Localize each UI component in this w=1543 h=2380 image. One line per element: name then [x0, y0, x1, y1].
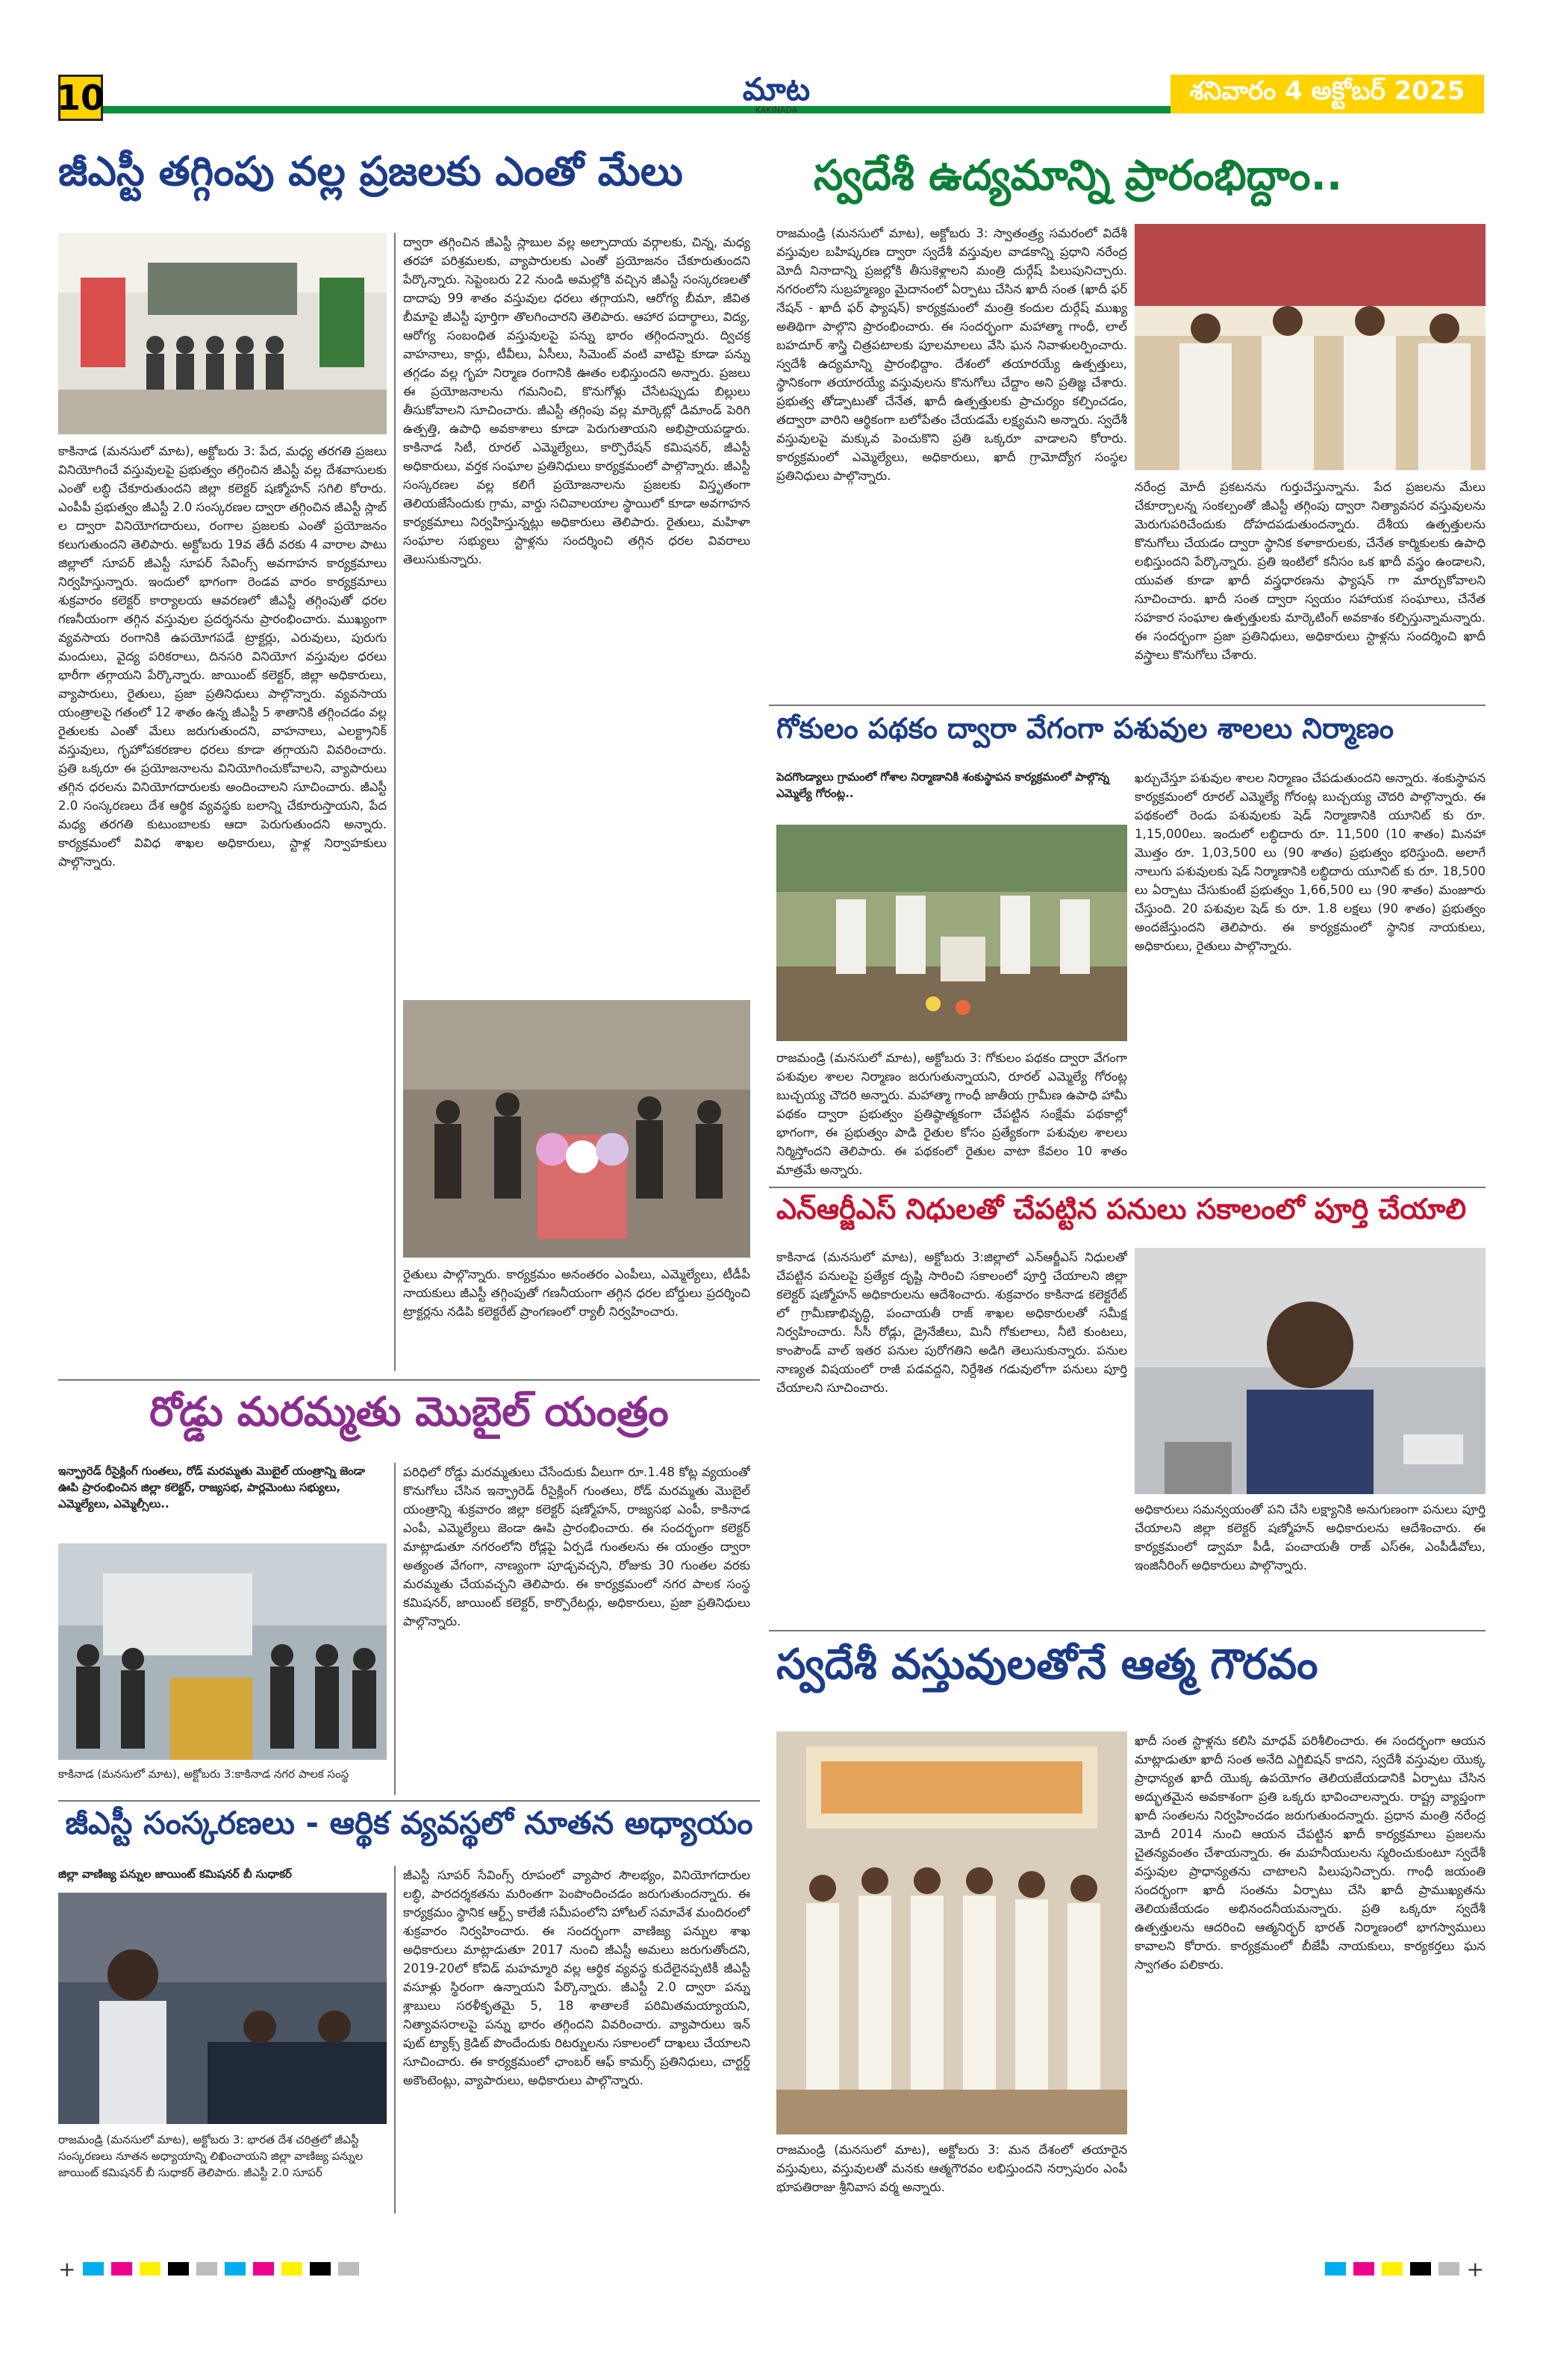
section-divider: [769, 1187, 1486, 1188]
road-repair-photo-caption: కాకినాడ (మనసులో మాట), అక్టోబరు 3:కాకినాడ నగర పాలక సంస్థ: [58, 1767, 349, 1781]
gst-event-photo-art: [58, 233, 387, 434]
color-swatch-icon: [1410, 2262, 1431, 2276]
gst-reforms-photo-art: [58, 1893, 387, 2124]
swadeshi-movement-body-col2: నరేంద్ర మోదీ ప్రకటనను గుర్తుచేస్తున్నాను. పేద ప్రజలను మేలు చేకూర్చాలన్న సంకల్పంతో జీఎస్టీ తగ్గింపు ద్వారా నిత్యావసర వస్తువులను మెరుగుపరిచేందుకు దోహదపడుతుందన్నారు. దేశీయ ఉత్పత్తులను కొనుగోలు చేయడం ద్వారా స్థానిక కళాకారులకు, చేనేత కార్మికులకు ఉపాధి లభిస్తుందని పేర్కొన్నారు. ప్రతి ఇంటిలో కనీసం ఒక ఖాదీ వస్త్రం ఉండాలని, యువత కూడా ఖాదీ వస్త్రధారణను ఫ్యాషన్ గా మార్చుకోవాలని సూచించారు. ఖాదీ సంత ద్వారా స్వయం సహాయక సంఘాలు, చేనేత సహకార సంఘాల ఉత్పత్తులకు మార్కెటింగ్ అవకాశం కల్పిస్తున్నామన్నారు. ఈ సందర్భంగా ప్రజా ప్రతినిధులు, అధికారులు స్టాళ్లను సందర్శించి ఖాదీ వస్త్రాలు కొనుగోలు చేశారు.: [1135, 480, 1486, 662]
gokulam-photo-caption: పెదగొండ్యాలు గ్రామంలో గోశాల నిర్మాణానికి శంకుస్థాపన కార్యక్రమంలో పాల్గొన్న ఎమ్మెల్యే గోరంట్ల..: [776, 770, 1109, 800]
color-swatch-icon: [140, 2262, 160, 2276]
gst-benefit-body: కాకినాడ (మనసులో మాట), అక్టోబరు 3: పేద, మధ్య తరగతి ప్రజలు వినియోగించే వస్తువులపై ప్రభుత్వం తగ్గించిన జీఎస్టీ వల్ల దేశవాసులకు ఎంతో లబ్ధి చేకూరుతుందని జిల్లా కలెక్టర్ షణ్మోహన్ సగిలి కోరారు. ఎంపీపీ ప్రభుత్వం జీఎస్టీ 2.0 సంస్కరణల ద్వారా తగ్గించిన జీఎస్టీ స్లాబ్ ల ద్వారా వినియోగదారులు, రంగాల ప్రజలకు ఎంతో ప్రయోజనం కలుగుతుందని తెలిపారు. అక్టోబరు 19వ తేదీ వరకు 4 వారాల పాటు జిల్లాలో సూపర్ జీఎస్టీ సూపర్ సేవింగ్స్ అవగాహన కార్యక్రమాలు నిర్వహిస్తున్నారు. ఇందులో భాగంగా రెండవ వారం కార్యక్రమాలు శుక్రవారం కలెక్టర్ కార్యాలయ ఆవరణలో జీఎస్టీ తగ్గింపుతో ధరల గణనీయంగా తగ్గిన వస్తువుల ప్రదర్శనను ప్రారంభించారు. ముఖ్యంగా వ్యవసాయ రంగానికి ఉపయోగపడే ట్రాక్టర్లు, ఎరువులు, పురుగు మందులు, వైద్య పరికరాలు, దినసరి వినియోగ వస్తువుల ధరలు భారీగా తగ్గాయని పేర్కొన్నారు. జాయింట్ కలెక్టర్, జిల్లా అధికారులు, వ్యాపారులు, రైతులు, ప్రజా ప్రతినిధులు పాల్గొన్నారు. వ్యవసాయ యంత్రాలపై గతంలో 12 శాతం ఉన్న జీఎస్టీ 5 శాతానికి తగ్గించడం వల్ల రైతులకు ఎంతో మేలు జరుగుతుందని, వాహనాలు, ఎలక్ట్రానిక్ వస్తువులు, గృహోపకరణాల ధరలు కూడా తగ్గాయని వివరించారు. ప్రతి ఒక్కరూ ఈ ప్రయోజనాలను వినియోగించుకోవాలని, వ్యాపారులు తగ్గిన ధరలను వినియోగదారులకు అందించాలని సూచించారు. జీఎస్టీ 2.0 సంస్కరణలు దేశ ఆర్థిక వ్యవస్థకు బలాన్ని చేకూరుస్తాయని, పేద మధ్య తరగతి కుటుంబాలకు ఆదా పెరుగుతుందని అన్నారు. కార్యక్రమంలో వివిధ శాఖల అధికారులు, స్టాళ్ల నిర్వాహకులు పాల్గొన్నారు.: [58, 444, 387, 869]
color-swatch-icon: [253, 2262, 274, 2276]
collector-photo: [1135, 1248, 1486, 1494]
swadeshi-pride-body: ఖాదీ సంత స్టాళ్లను కలిసి మాధవ్ పరిశీలించారు. ఈ సందర్భంగా ఆయన మాట్లాడుతూ ఖాదీ సంత అనేది ఎగ్జిబిషన్ కాదని, స్వదేశీ వస్తువుల యొక్క ప్రాధాన్యత ఖాదీ యొక్క ఉపయోగం తెలియజేయడానికి ఏర్పాటు చేసిన అద్భుతమైన అవకాశంగా ప్రతి ఒక్కరు భావించాలన్నారు. రాష్ట్ర వ్యాప్తంగా ఖాదీ సంతలను నిర్వహించడం జరుగుతుందన్నారు. ప్రధాన మంత్రి నరేంద్ర మోదీ 2014 నుంచి ఆయన చేపట్టిన ఖాదీ కార్యక్రమాలు ప్రజలను చైతన్యవంతం చేశాయన్నారు. ఈ మహనీయులను స్మరించుకుంటూ స్వదేశీ వస్తువుల ప్రాధాన్యతను చాటాలని పిలుపునిచ్చారు. గాంధీ జయంతి సందర్భంగా ఖాదీ సంతను ఏర్పాటు చేసి ఖాదీ ప్రాముఖ్యతను తెలియజేయడం అభినందనీయమన్నారు. ప్రతి ఒక్కరూ స్వదేశీ ఉత్పత్తులను ఆదరించి ఆత్మనిర్భర్ భారత్ నిర్మాణంలో భాగస్వాములు కావాలని కోరారు. కార్యక్రమంలో బీజేపీ నాయకులు, కార్యకర్తలు ఘన స్వాగతం పలికారు.: [1135, 1734, 1486, 1972]
section-divider: [769, 705, 1486, 706]
crosshair-icon: +: [58, 2256, 76, 2281]
nregs-headline: ఎన్ఆర్జీఎస్ నిధులతో చేపట్టిన పనులు సకాలంలో పూర్తి చేయాలి: [776, 1194, 1467, 1225]
gokulam-body-col2: ఖర్చుచేస్తూ పశువుల శాలల నిర్మాణం చేపడుతుందని అన్నారు. శంకుస్థాపన కార్యక్రమంలో రూరల్ ఎమ్మెల్యే గోరంట్ల బుచ్చయ్య చౌదరి పాల్గొన్నారు. ఈ పథకంలో రెండు పశువులకు షెడ్ నిర్మాణానికి యూనిట్ కు రూ. 1,15,000లు. ఇందులో లబ్ధిదారు రూ. 11,500 (10 శాతం) మినహా మొత్తం రూ. 1,03,500 లు (90 శాతం) ప్రభుత్వం భరిస్తుంది. అలాగే నాలుగు పశువులకు షెడ్ నిర్మాణానికి లబ్ధిదారు యూనిట్ కు రూ. 18,500 లు ఏర్పాటు చేసుకుంటే ప్రభుత్వం 1,66,500 లు (90 శాతం) మంజూరు చేస్తుంది. 20 పశువుల షెడ్ కు రూ. 1.8 లక్షలు (90 శాతం) ప్రభుత్వం అందజేస్తుందని తెలిపారు. ఈ కార్యక్రమంలో స్థానిక నాయకులు, అధికారులు, రైతులు పాల్గొన్నారు.: [1135, 771, 1486, 953]
gokulam-foundation-photo: [776, 825, 1127, 1041]
khadi-santha-photo-art: [776, 1731, 1127, 2134]
swadeshi-movement-body: రాజమండ్రి (మనసులో మాట), అక్టోబరు 3: స్వాతంత్ర్య సమరంలో విదేశీ వస్తువుల బహిష్కరణ ద్వారా స్వదేశీ వస్తువుల వాడకాన్ని ప్రధాని నరేంద్ర మోదీ నినాదాన్ని ప్రజల్లోకి తీసుకెళ్లాలని మంత్రి దుర్గేష్ పిలుపునిచ్చారు. నగరంలోని సుబ్రహ్మణ్యం మైదానంలో ఏర్పాటు చేసిన ఖాదీ సంత (ఖాదీ ఫర్ నేషన్ - ఖాదీ ఫర్ ఫ్యాషన్) కార్యక్రమంలో మంత్రి కందుల దుర్గేష్ ముఖ్య అతిథిగా పాల్గొని ప్రారంభించారు. ఈ సందర్భంగా మహాత్మా గాంధీ, లాల్ బహదూర్ శాస్త్రి చిత్రపటాలకు పూలమాలలు వేసి ఘన నివాళులర్పించారు. స్వదేశీ ఉద్యమాన్ని ప్రారంభిద్దాం. దేశంలో తయారయ్యే ఉత్పత్తులు, స్థానికంగా తయారయ్యే వస్తువులను కొనుగోలు చేద్దాం అని ప్రతిజ్ఞ చేశారు. ప్రభుత్వ తోడ్పాటుతో చేనేత, ఖాదీ ఉత్పత్తులకు ప్రాచుర్యం కల్పించడం, తద్వారా వారిని ఆర్థికంగా బలోపేతం చేయడమే లక్ష్యమని అన్నారు. స్వదేశీ వస్తువులపై మక్కువ పెంచుకొని ప్రతి ఒక్కరూ వాడాలని కోరారు. కార్యక్రమంలో ఎమ్మెల్యేలు, అధికారులు, ఖాదీ గ్రామోద్యోగ సంస్థల ప్రతినిధులు పాల్గొన్నారు.: [776, 226, 1127, 483]
swadeshi-pride-photo-caption: రాజమండ్రి (మనసులో మాట), అక్టోబరు 3: మన దేశంలో తయారైన వస్తువులు, వస్తువులతో మనకు ఆత్మగౌరవం లభిస్తుందని నర్సాపురం ఎంపీ భూపతిరాజు శ్రీనివాస వర్మ అన్నారు.: [776, 2143, 1127, 2194]
gokulam-foundation-photo-art: [776, 825, 1127, 1041]
nregs-body: కాకినాడ (మనసులో మాట), అక్టోబరు 3:జిల్లాలో ఎన్ఆర్జీఎస్ నిధులతో చేపట్టిన పనులపై ప్రత్యేక దృష్టి సారించి సకాలంలో పూర్తి చేయాలని జిల్లా కలెక్టర్ షణ్మోహన్ అధికారులను ఆదేశించారు. శుక్రవారం కాకినాడ కలెక్టరేట్ లో గ్రామీణాభివృద్ధి, పంచాయతీ రాజ్ శాఖల అధికారులతో సమీక్ష నిర్వహించారు. సీసీ రోడ్లు, డ్రైనేజీలు, మినీ గోకులాలు, నీటి కుంటలు, కాంపౌండ్ వాల్ ఇతర పనుల పురోగతిని అడిగి తెలుసుకున్నారు. పనుల నాణ్యత విషయంలో రాజీ పడవద్దని, నిర్దేశిత గడువులోగా పనులు పూర్తి చేయాలని సూచించారు.: [776, 1250, 1127, 1395]
color-swatch-icon: [1438, 2262, 1459, 2276]
gst-rally-photo-art: [403, 1000, 750, 1258]
road-repair-headline: రోడ్డు మరమ్మతు మొబైల్ యంత్రం: [149, 1390, 669, 1435]
nregs-photo-caption: అధికారులు సమన్వయంతో పని చేసి లక్ష్యానికి అనుగుణంగా పనులు పూర్తి చేయాలని జిల్లా కలెక్టర్ షణ్మోహన్ అధికారులను ఆదేశించారు. ఈ కార్యక్రమంలో డ్వామా పీడీ, పంచాయతీ రాజ్ ఎస్ఈ, ఎంపీడీవోలు, ఇంజినీరింగ్ అధికారులు పాల్గొన్నారు.: [1135, 1502, 1486, 1572]
khadi-santha-photo: [776, 1731, 1127, 2134]
gst-reforms-headline: జీఎస్టీ సంస్కరణలు - ఆర్థిక వ్యవస్థలో నూతన అధ్యాయం: [65, 1806, 753, 1841]
gst-event-photo: [58, 233, 387, 434]
collector-photo-art: [1135, 1248, 1486, 1494]
logo-text: మాట: [742, 70, 811, 107]
gokulam-body: రాజమండ్రి (మనసులో మాట), అక్టోబరు 3: గోకులం పథకం ద్వారా వేగంగా పశువుల శాలల నిర్మాణం జరుగుతున్నాయని, రూరల్ ఎమ్మెల్యే గోరంట్ల బుచ్చయ్య చౌదరి అన్నారు. మహాత్మా గాంధీ జాతీయ గ్రామీణ ఉపాధి హామీ పథకం ద్వారా ప్రభుత్వం ప్రతిష్ఠాత్మకంగా చేపట్టిన సంక్షేమ పథకాల్లో భాగంగా, ఈ ప్రభుత్వం పాడి రైతుల కోసం ప్రత్యేకంగా పశువుల శాలలు నిర్మిస్తోందని తెలిపారు. ఈ పథకంలో రైతుల వాటా కేవలం 10 శాతం మాత్రమే అన్నారు.: [776, 1051, 1127, 1177]
section-divider: [769, 1630, 1486, 1631]
gst-benefit-body-col3: రైతులు పాల్గొన్నారు. కార్యక్రమం అనంతరం ఎంపీలు, ఎమ్మెల్యేలు, టీడీపీ నాయకులు జీఎస్టీ తగ్గింపుతో గణనీయంగా తగ్గిన ధరల బోర్డులు ప్రదర్శించి ట్రాక్టర్లను నడిపి కలెక్టరేట్ ప్రాంగణంలో ర్యాలీ నిర్వహించారు.: [403, 1267, 750, 1319]
gst-reforms-photo: [58, 1893, 387, 2124]
issue-date: శనివారం 4 అక్టోబర్ 2025: [1171, 75, 1484, 113]
gst-reforms-body: జీఎస్టీ సూపర్ సేవింగ్స్ రూపంలో వ్యాపార సౌలభ్యం, వినియోగదారుల లబ్ధి, పారదర్శకతను మరింతగా పెంపొందించడం జరుగుతుందన్నారు. ఈ కార్యక్రమం స్థానిక ఆర్ట్స్ కాలేజీ సమీపంలోని హోటల్ సమావేశ మందిరంలో శుక్రవారం నిర్వహించారు. ఈ సందర్భంగా వాణిజ్య పన్నుల శాఖ అధికారులు మాట్లాడుతూ 2017 నుంచి జీఎస్టీ అమలు జరుగుతోందని, 2019-20లో కోవిడ్ మహమ్మారి వల్ల ఆర్థిక వ్యవస్థ కుదేలైనప్పటికీ జీఎస్టీ వసూళ్లు స్థిరంగా ఉన్నాయని పేర్కొన్నారు. జీఎస్టీ 2.0 ద్వారా పన్ను శ్లాబులు సరళీకృతమై 5, 18 శాతాలకే పరిమితమయ్యాయని, నిత్యావసరాలపై పన్ను భారం తగ్గిందని వివరించారు. వ్యాపారులు ఇన్ పుట్ ట్యాక్స్ క్రెడిట్ పొందేందుకు రిటర్నులను సకాలంలో దాఖలు చేయాలని సూచించారు. ఈ కార్యక్రమంలో ఛాంబర్ ఆఫ్ కామర్స్ ప్రతినిధులు, చార్టర్డ్ అకౌంటెంట్లు, వ్యాపారులు, అధికారులు పాల్గొన్నారు.: [403, 1868, 750, 2087]
column-divider: [394, 1866, 396, 2214]
swadeshi-movement-headline: స్వదేశీ ఉద్యమాన్ని ప్రారంభిద్దాం..: [814, 153, 1343, 200]
color-swatch-icon: [168, 2262, 189, 2276]
color-swatch-icon: [1382, 2262, 1403, 2276]
column-divider: [394, 1463, 396, 1795]
newspaper-logo: [735, 72, 817, 116]
gst-benefit-body-col2: ద్వారా తగ్గించిన జీఎస్టీ స్లాబుల వల్ల అల్పాదాయ వర్గాలకు, చిన్న, మధ్య తరహా పరిశ్రమలకు, వ్యాపారులకు ఎంతో ప్రయోజనం చేకూరుతుందని పేర్కొన్నారు. సెప్టెంబరు 22 నుండి అమల్లోకి వచ్చిన జీఎస్టీ సంస్కరణలతో దాదాపు 99 శాతం వస్తువుల ధరలు తగ్గాయని, ఆరోగ్య బీమా, జీవిత బీమాపై జీఎస్టీ పూర్తిగా తొలగించారని తెలిపారు. ఆహార పదార్థాలు, విద్య, ఆరోగ్య సంబంధిత వస్తువులపై పన్ను భారం తగ్గిందన్నారు. ద్విచక్ర వాహనాలు, కార్లు, టీవీలు, ఏసీలు, సిమెంట్ వంటి వాటిపై కూడా పన్ను తగ్గడం వల్ల గృహ నిర్మాణ రంగానికి ఊతం లభిస్తుందని అన్నారు. ప్రజలు ఈ ప్రయోజనాలను గమనించి, కొనుగోళ్లు చేసేటప్పుడు బిల్లులు తీసుకోవాలని సూచించారు. జీఎస్టీ తగ్గింపు వల్ల మార్కెట్లో డిమాండ్ పెరిగి ఉత్పత్తి, ఉపాధి అవకాశాలు కూడా పెరుగుతాయని అభిప్రాయపడ్డారు. కాకినాడ సిటీ, రూరల్ ఎమ్మెల్యేలు, కార్పొరేషన్ కమిషనర్, జీఎస్టీ అధికారులు, వర్తక సంఘాల ప్రతినిధులు కార్యక్రమంలో పాల్గొన్నారు. జీఎస్టీ సంస్కరణల వల్ల కలిగే ప్రయోజనాలను ప్రజలకు విస్తృతంగా తెలియజేసేందుకు గ్రామ, వార్డు సచివాలయాల స్థాయిలో కూడా అవగాహన కార్యక్రమాలు నిర్వహిస్తున్నట్లు అధికారులు తెలిపారు. రైతులు, మహిళా సంఘాల సభ్యులు స్టాళ్లను సందర్శించి తగ్గిన ధరల వివరాలు తెలుసుకున్నారు.: [403, 235, 750, 566]
column-divider: [394, 233, 396, 1371]
color-swatch-icon: [225, 2262, 246, 2276]
gst-reforms-photo-caption: రాజమండ్రి (మనసులో మాట), అక్టోబరు 3: భారత దేశ చరిత్రలో జీఎస్టీ సంస్కరణలు నూతన అధ్యాయాన్ని లిఖించాయని జిల్లా వాణిజ్య పన్నుల జాయింట్ కమిషనర్ బీ సుధాకర్ తెలిపారు. జీఎస్టీ 2.0 సూపర్: [58, 2133, 364, 2179]
road-repair-photo-caption-top: ఇన్ఫ్రారెడ్ రీసైక్లింగ్ గుంతలు, రోడ్ మరమ్మతు మొబైల్ యంత్రాన్ని జెండా ఊపి ప్రారంభించిన జిల్లా కలెక్టర్, రాజ్యసభ, పార్లమెంటు సభ్యులు, ఎమ్మెల్యేలు, ఎమ్మెల్సీలు..: [58, 1464, 366, 1511]
road-repair-photo: [58, 1543, 387, 1760]
road-repair-body: పరిధిలో రోడ్డు మరమ్మతులు చేసేందుకు వీలుగా రూ.1.48 కోట్ల వ్యయంతో కొనుగోలు చేసిన ఇన్ఫ్రారెడ్ రీసైక్లింగ్ గుంతలు, రోడ్ మరమ్మతు మొబైల్ యంత్రాన్ని శుక్రవారం జిల్లా కలెక్టర్ షణ్మోహన్, రాజ్యసభ ఎంపీ, కాకినాడ ఎంపీ, ఎమ్మెల్యేలు జెండా ఊపి ప్రారంభించారు. ఈ సందర్భంగా కలెక్టర్ మాట్లాడుతూ నగరంలోని రోడ్లపై ఏర్పడే గుంతలను ఈ యంత్రం ద్వారా అత్యంత వేగంగా, నాణ్యంగా పూడ్చవచ్చని, రోజుకు 30 గుంతల వరకు మరమ్మతు చేయవచ్చని తెలిపారు. ఈ కార్యక్రమంలో నగర పాలక సంస్థ కమిషనర్, జాయింట్ కలెక్టర్, కార్పొరేటర్లు, అధికారులు, ప్రజా ప్రతినిధులు పాల్గొన్నారు.: [403, 1465, 750, 1628]
color-swatch-icon: [196, 2262, 217, 2276]
page-number: 10: [58, 75, 103, 121]
gokulam-headline: గోకులం పథకం ద్వారా వేగంగా పశువుల శాలలు నిర్మాణం: [776, 713, 1394, 745]
logo-tagline: KAKINADA: [755, 104, 798, 115]
color-swatch-icon: [1353, 2262, 1374, 2276]
gst-reforms-byline: జిల్లా వాణిజ్య పన్నుల జాయింట్ కమిషనర్ బీ సుధాకర్: [58, 1867, 292, 1881]
road-repair-photo-art: [58, 1543, 387, 1760]
color-swatch-icon: [1325, 2262, 1346, 2276]
swadeshi-pledge-photo-art: [1135, 224, 1486, 470]
gst-benefit-headline: జీఎస్టీ తగ్గింపు వల్ల ప్రజలకు ఎంతో మేలు: [58, 149, 683, 195]
section-divider: [58, 1379, 760, 1381]
swadeshi-pride-headline: స్వదేశీ వస్తువులతోనే ఆత్మ గౌరవం: [776, 1642, 1318, 1689]
color-swatch-icon: [83, 2262, 104, 2276]
color-swatch-icon: [310, 2262, 331, 2276]
section-divider: [58, 1800, 760, 1802]
color-swatch-icon: [111, 2262, 132, 2276]
print-registration-strip: [58, 2258, 1484, 2280]
swadeshi-pledge-photo: [1135, 224, 1486, 470]
gst-rally-photo: [403, 1000, 750, 1258]
crosshair-icon: +: [1466, 2256, 1484, 2281]
color-swatch-icon: [281, 2262, 302, 2276]
color-swatch-icon: [338, 2262, 359, 2276]
